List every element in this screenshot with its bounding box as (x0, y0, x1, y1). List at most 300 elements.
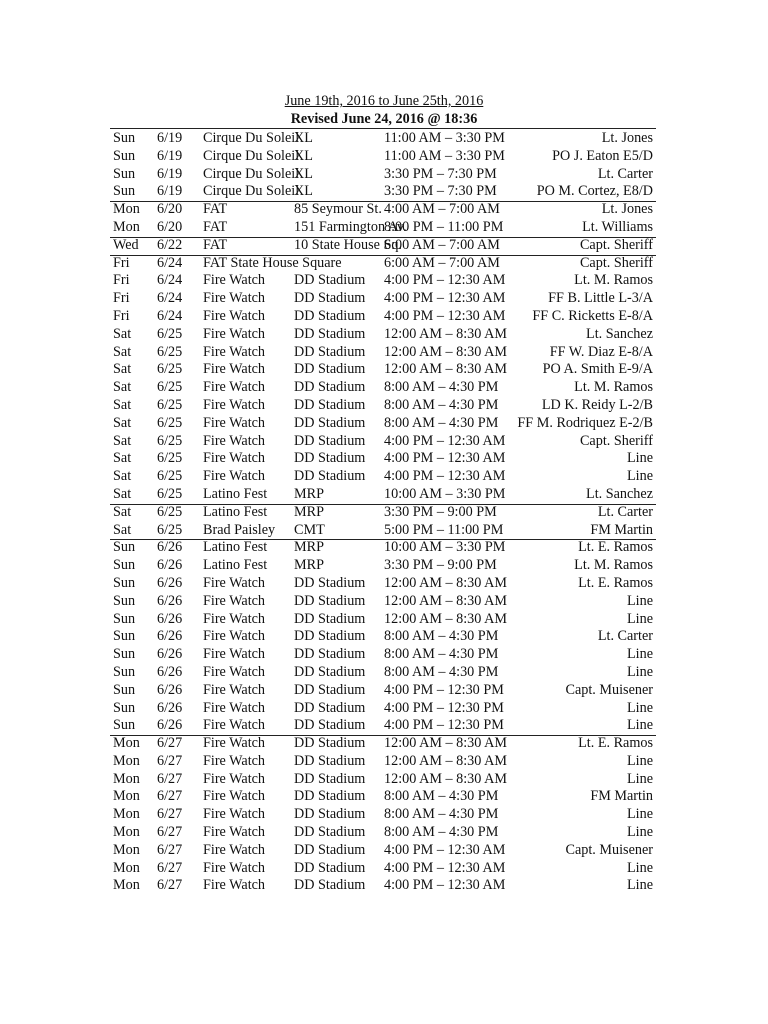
cell-date: 6/25 (157, 343, 183, 360)
cell-time: 4:00 PM – 12:30 PM (384, 717, 504, 734)
cell-date: 6/20 (157, 201, 183, 218)
cell-loc: 85 Seymour St. (294, 201, 382, 218)
cell-time: 4:00 PM – 12:30 AM (384, 307, 506, 324)
cell-event: Cirque Du Soleil (203, 165, 300, 182)
cell-date: 6/24 (157, 290, 183, 307)
cell-loc: DD Stadium (294, 681, 366, 698)
cell-date: 6/26 (157, 663, 183, 680)
cell-staff: Line (627, 610, 653, 627)
cell-time: 4:00 PM – 12:30 AM (384, 450, 506, 467)
cell-staff: FM Martin (590, 788, 653, 805)
cell-staff: Line (627, 699, 653, 716)
cell-loc: XL (294, 130, 313, 146)
cell-date: 6/27 (157, 859, 183, 876)
cell-event: Fire Watch (203, 468, 266, 485)
cell-date: 6/26 (157, 574, 183, 591)
cell-event: Fire Watch (203, 396, 266, 413)
cell-event: Fire Watch (203, 592, 266, 609)
cell-loc: DD Stadium (294, 646, 366, 663)
cell-loc: DD Stadium (294, 361, 366, 378)
schedule-row (0, 611, 768, 629)
cell-day: Sun (113, 130, 136, 146)
schedule-row (0, 628, 768, 646)
schedule-row (0, 700, 768, 718)
cell-loc: DD Stadium (294, 806, 366, 823)
cell-loc: XL (294, 147, 313, 164)
cell-staff: FM Martin (590, 521, 653, 538)
cell-time: 12:00 AM – 8:30 AM (384, 325, 507, 342)
cell-time: 8:00 AM – 4:30 PM (384, 379, 499, 396)
cell-date: 6/26 (157, 717, 183, 734)
schedule-row (0, 379, 768, 397)
schedule-row (0, 308, 768, 326)
cell-time: 10:00 AM – 3:30 PM (384, 539, 506, 556)
cell-loc: MRP (294, 485, 324, 502)
cell-loc: DD Stadium (294, 450, 366, 467)
cell-event: FAT (203, 201, 228, 218)
cell-loc: XL (294, 183, 313, 200)
schedule-row (0, 646, 768, 664)
cell-day: Sat (113, 432, 132, 449)
cell-event: Latino Fest (203, 485, 268, 502)
cell-date: 6/22 (157, 236, 183, 253)
cell-event: FAT (203, 236, 228, 253)
cell-staff: PO M. Cortez, E8/D (536, 183, 653, 200)
cell-time: 6:00 AM – 7:00 AM (384, 236, 500, 253)
schedule-row (0, 682, 768, 700)
schedule-row (0, 468, 768, 486)
cell-day: Mon (113, 877, 140, 894)
cell-time: 4:00 AM – 7:00 AM (384, 201, 500, 218)
cell-date: 6/27 (157, 824, 183, 841)
cell-time: 4:00 PM – 12:30 PM (384, 681, 504, 698)
cell-event: Fire Watch (203, 414, 266, 431)
cell-date: 6/26 (157, 646, 183, 663)
cell-staff: Lt. Sanchez (586, 325, 653, 342)
schedule-row (0, 486, 768, 504)
cell-staff: Line (627, 663, 653, 680)
cell-date: 6/27 (157, 735, 183, 752)
cell-event: Fire Watch (203, 290, 266, 307)
cell-day: Sun (113, 646, 136, 663)
cell-day: Sat (113, 468, 132, 485)
cell-date: 6/27 (157, 806, 183, 823)
schedule-row (0, 522, 768, 540)
schedule-date-range: June 19th, 2016 to June 25th, 2016 (284, 93, 484, 109)
cell-day: Fri (113, 290, 130, 307)
schedule-row (0, 433, 768, 451)
cell-staff: Capt. Sheriff (579, 236, 653, 253)
cell-loc: DD Stadium (294, 752, 366, 769)
cell-event: Fire Watch (203, 806, 266, 823)
cell-event: FAT (203, 218, 228, 235)
schedule-row (0, 842, 768, 860)
cell-day: Mon (113, 841, 140, 858)
cell-time: 3:30 PM – 7:30 PM (384, 183, 497, 200)
cell-day: Sun (113, 147, 136, 164)
schedule-row (0, 344, 768, 362)
cell-staff: Line (627, 646, 653, 663)
cell-day: Wed (113, 236, 139, 253)
schedule-row (0, 860, 768, 878)
cell-date: 6/25 (157, 521, 183, 538)
cell-event: Fire Watch (203, 788, 266, 805)
schedule-row (0, 788, 768, 806)
schedule-row (0, 539, 768, 557)
cell-time: 5:00 PM – 11:00 PM (384, 521, 504, 538)
cell-time: 8:00 AM – 4:30 PM (384, 396, 499, 413)
schedule-row (0, 397, 768, 415)
cell-time: 4:00 PM – 12:30 PM (384, 699, 504, 716)
cell-date: 6/25 (157, 325, 183, 342)
cell-staff: Lt. Carter (597, 503, 653, 520)
cell-time: 8:00 AM – 4:30 PM (384, 628, 499, 645)
cell-date: 6/19 (157, 183, 183, 200)
cell-staff: Lt. E. Ramos (578, 735, 653, 752)
cell-date: 6/26 (157, 539, 183, 556)
cell-day: Sun (113, 557, 136, 574)
cell-staff: Lt. M. Ramos (574, 272, 653, 289)
cell-loc: DD Stadium (294, 841, 366, 858)
cell-loc: DD Stadium (294, 877, 366, 894)
cell-time: 4:00 PM – 12:30 AM (384, 290, 506, 307)
cell-event: Fire Watch (203, 450, 266, 467)
cell-day: Sat (113, 396, 132, 413)
cell-loc: DD Stadium (294, 788, 366, 805)
cell-loc: DD Stadium (294, 610, 366, 627)
cell-day: Sat (113, 414, 132, 431)
cell-date: 6/25 (157, 485, 183, 502)
cell-staff: Lt. Carter (597, 628, 653, 645)
cell-staff: PO J. Eaton E5/D (552, 147, 653, 164)
cell-event: Fire Watch (203, 859, 266, 876)
cell-loc: MRP (294, 539, 324, 556)
cell-event: Fire Watch (203, 770, 266, 787)
schedule-row (0, 130, 768, 148)
cell-date: 6/24 (157, 307, 183, 324)
cell-day: Sun (113, 628, 136, 645)
cell-time: 4:00 PM – 12:30 AM (384, 468, 506, 485)
cell-date: 6/26 (157, 681, 183, 698)
cell-staff: Line (627, 824, 653, 841)
cell-loc: DD Stadium (294, 663, 366, 680)
cell-event: Fire Watch (203, 824, 266, 841)
cell-day: Sun (113, 574, 136, 591)
cell-event: Fire Watch (203, 379, 266, 396)
schedule-row (0, 219, 768, 237)
cell-event: Fire Watch (203, 841, 266, 858)
cell-staff: Capt. Muisener (565, 681, 653, 698)
cell-date: 6/26 (157, 699, 183, 716)
cell-time: 12:00 AM – 8:30 AM (384, 592, 507, 609)
cell-date: 6/27 (157, 752, 183, 769)
cell-loc: DD Stadium (294, 432, 366, 449)
cell-day: Fri (113, 307, 130, 324)
cell-day: Mon (113, 735, 140, 752)
cell-time: 8:00 AM – 4:30 PM (384, 788, 499, 805)
cell-event: Fire Watch (203, 752, 266, 769)
cell-day: Mon (113, 788, 140, 805)
cell-loc: DD Stadium (294, 628, 366, 645)
cell-loc: DD Stadium (294, 343, 366, 360)
cell-event: FAT State House Square (203, 254, 342, 271)
cell-day: Fri (113, 272, 130, 289)
cell-time: 12:00 AM – 8:30 AM (384, 752, 507, 769)
schedule-row (0, 735, 768, 753)
cell-date: 6/26 (157, 557, 183, 574)
cell-date: 6/19 (157, 130, 183, 146)
schedule-row (0, 450, 768, 468)
cell-time: 8:00 AM – 4:30 PM (384, 414, 499, 431)
schedule-row (0, 272, 768, 290)
cell-event: Cirque Du Soleil (203, 183, 300, 200)
cell-date: 6/25 (157, 503, 183, 520)
cell-time: 4:00 PM – 12:30 AM (384, 877, 506, 894)
cell-event: Fire Watch (203, 628, 266, 645)
schedule-row (0, 504, 768, 522)
cell-day: Sat (113, 450, 132, 467)
cell-staff: Capt. Muisener (565, 841, 653, 858)
cell-staff: Capt. Sheriff (579, 432, 653, 449)
cell-loc: 10 State House Sq. (294, 236, 402, 253)
cell-day: Sun (113, 592, 136, 609)
cell-date: 6/27 (157, 877, 183, 894)
revision-stamp: Revised June 24, 2016 @ 18:36 (290, 111, 478, 127)
cell-day: Mon (113, 806, 140, 823)
cell-day: Mon (113, 218, 140, 235)
cell-loc: DD Stadium (294, 592, 366, 609)
cell-date: 6/26 (157, 628, 183, 645)
cell-day: Mon (113, 752, 140, 769)
cell-date: 6/25 (157, 450, 183, 467)
cell-event: Fire Watch (203, 877, 266, 894)
cell-staff: Line (627, 877, 653, 894)
cell-event: Brad Paisley (203, 521, 276, 538)
cell-loc: DD Stadium (294, 290, 366, 307)
cell-date: 6/24 (157, 272, 183, 289)
cell-event: Fire Watch (203, 343, 266, 360)
cell-loc: DD Stadium (294, 414, 366, 431)
schedule-row (0, 201, 768, 219)
cell-date: 6/27 (157, 841, 183, 858)
cell-staff: Lt. E. Ramos (578, 539, 653, 556)
cell-event: Fire Watch (203, 272, 266, 289)
cell-staff: Line (627, 770, 653, 787)
cell-day: Sun (113, 681, 136, 698)
cell-time: 3:30 PM – 9:00 PM (384, 503, 497, 520)
cell-event: Fire Watch (203, 735, 266, 752)
cell-day: Sun (113, 717, 136, 734)
cell-date: 6/25 (157, 361, 183, 378)
cell-loc: DD Stadium (294, 824, 366, 841)
cell-staff: PO A. Smith E-9/A (542, 361, 653, 378)
cell-date: 6/26 (157, 610, 183, 627)
schedule-row (0, 326, 768, 344)
cell-staff: Capt. Sheriff (579, 254, 653, 271)
cell-day: Sat (113, 503, 132, 520)
cell-event: Cirque Du Soleil (203, 130, 300, 146)
cell-loc: DD Stadium (294, 699, 366, 716)
schedule-row (0, 877, 768, 895)
cell-loc: DD Stadium (294, 859, 366, 876)
cell-event: Fire Watch (203, 361, 266, 378)
schedule-row (0, 593, 768, 611)
cell-day: Sun (113, 699, 136, 716)
schedule-row (0, 290, 768, 308)
cell-day: Fri (113, 254, 130, 271)
schedule-row (0, 664, 768, 682)
cell-event: Fire Watch (203, 699, 266, 716)
schedule-row (0, 806, 768, 824)
cell-loc: 151 Farmington Av. (294, 218, 407, 235)
schedule-row (0, 824, 768, 842)
cell-day: Mon (113, 770, 140, 787)
cell-loc: XL (294, 165, 313, 182)
cell-staff: FF B. Little L-3/A (548, 290, 653, 307)
cell-event: Fire Watch (203, 610, 266, 627)
cell-date: 6/25 (157, 468, 183, 485)
schedule-row (0, 771, 768, 789)
cell-staff: Lt. M. Ramos (574, 379, 653, 396)
cell-event: Fire Watch (203, 432, 266, 449)
schedule-row (0, 148, 768, 166)
cell-staff: FF C. Ricketts E-8/A (532, 307, 653, 324)
cell-day: Mon (113, 824, 140, 841)
cell-time: 8:00 AM – 4:30 PM (384, 663, 499, 680)
cell-date: 6/19 (157, 147, 183, 164)
cell-time: 12:00 AM – 8:30 AM (384, 735, 507, 752)
cell-staff: Lt. Carter (597, 165, 653, 182)
cell-loc: DD Stadium (294, 272, 366, 289)
cell-time: 12:00 AM – 8:30 AM (384, 361, 507, 378)
cell-day: Sun (113, 610, 136, 627)
cell-day: Sat (113, 361, 132, 378)
cell-staff: Line (627, 806, 653, 823)
cell-loc: MRP (294, 557, 324, 574)
cell-day: Sun (113, 539, 136, 556)
cell-loc: DD Stadium (294, 574, 366, 591)
cell-staff: Line (627, 752, 653, 769)
cell-event: Fire Watch (203, 646, 266, 663)
cell-time: 12:00 AM – 8:30 AM (384, 343, 507, 360)
cell-time: 8:00 AM – 4:30 PM (384, 824, 499, 841)
cell-day: Mon (113, 859, 140, 876)
cell-time: 4:00 PM – 12:30 AM (384, 272, 506, 289)
cell-staff: Lt. Jones (601, 201, 653, 218)
cell-staff: Lt. Sanchez (586, 485, 653, 502)
cell-day: Sat (113, 343, 132, 360)
cell-event: Fire Watch (203, 663, 266, 680)
cell-time: 10:00 AM – 3:30 PM (384, 485, 506, 502)
cell-staff: Line (627, 592, 653, 609)
cell-staff: Lt. Jones (601, 130, 653, 146)
cell-day: Sun (113, 663, 136, 680)
cell-day: Sat (113, 521, 132, 538)
cell-loc: DD Stadium (294, 325, 366, 342)
cell-staff: FF M. Rodriquez E-2/B (517, 414, 653, 431)
cell-time: 4:00 PM – 12:30 AM (384, 841, 506, 858)
cell-time: 12:00 AM – 8:30 AM (384, 610, 507, 627)
cell-day: Sat (113, 379, 132, 396)
cell-time: 11:00 AM – 3:30 PM (384, 130, 505, 146)
cell-staff: FF W. Diaz E-8/A (549, 343, 653, 360)
cell-event: Latino Fest (203, 503, 268, 520)
schedule-row (0, 361, 768, 379)
cell-staff: Line (627, 717, 653, 734)
cell-day: Sun (113, 165, 136, 182)
schedule-row (0, 557, 768, 575)
cell-event: Fire Watch (203, 574, 266, 591)
cell-loc: DD Stadium (294, 770, 366, 787)
cell-loc: DD Stadium (294, 396, 366, 413)
cell-event: Fire Watch (203, 325, 266, 342)
cell-loc: CMT (294, 521, 325, 538)
cell-loc: DD Stadium (294, 468, 366, 485)
cell-day: Mon (113, 201, 140, 218)
cell-date: 6/26 (157, 592, 183, 609)
cell-time: 8:00 AM – 4:30 PM (384, 646, 499, 663)
cell-event: Latino Fest (203, 539, 268, 556)
cell-event: Cirque Du Soleil (203, 147, 300, 164)
cell-day: Sat (113, 325, 132, 342)
cell-staff: Line (627, 450, 653, 467)
cell-date: 6/25 (157, 414, 183, 431)
schedule-row (0, 237, 768, 255)
cell-loc: DD Stadium (294, 735, 366, 752)
schedule-table (0, 130, 768, 895)
schedule-row (0, 415, 768, 433)
cell-staff: Line (627, 859, 653, 876)
cell-event: Fire Watch (203, 717, 266, 734)
cell-date: 6/25 (157, 396, 183, 413)
cell-time: 3:30 PM – 7:30 PM (384, 165, 497, 182)
cell-time: 6:00 AM – 7:00 AM (384, 254, 500, 271)
cell-staff: LD K. Reidy L-2/B (541, 396, 653, 413)
cell-time: 8:00 AM – 4:30 PM (384, 806, 499, 823)
schedule-row (0, 575, 768, 593)
schedule-row (0, 183, 768, 201)
cell-loc: DD Stadium (294, 379, 366, 396)
cell-time: 3:30 PM – 9:00 PM (384, 557, 497, 574)
cell-day: Sun (113, 183, 136, 200)
cell-time: 4:00 PM – 12:30 AM (384, 859, 506, 876)
cell-loc: MRP (294, 503, 324, 520)
cell-loc: DD Stadium (294, 307, 366, 324)
cell-staff: Line (627, 468, 653, 485)
cell-event: Fire Watch (203, 307, 266, 324)
cell-date: 6/24 (157, 254, 183, 271)
cell-date: 6/25 (157, 379, 183, 396)
schedule-row (0, 255, 768, 273)
cell-day: Sat (113, 485, 132, 502)
cell-event: Latino Fest (203, 557, 268, 574)
cell-staff: Lt. E. Ramos (578, 574, 653, 591)
cell-staff: Lt. M. Ramos (574, 557, 653, 574)
cell-event: Fire Watch (203, 681, 266, 698)
cell-time: 11:00 AM – 3:30 PM (384, 147, 505, 164)
cell-date: 6/25 (157, 432, 183, 449)
cell-time: 8:00 PM – 11:00 PM (384, 218, 504, 235)
cell-date: 6/27 (157, 788, 183, 805)
schedule-row (0, 717, 768, 735)
schedule-row (0, 753, 768, 771)
cell-time: 4:00 PM – 12:30 AM (384, 432, 506, 449)
schedule-row (0, 166, 768, 184)
cell-time: 12:00 AM – 8:30 AM (384, 770, 507, 787)
cell-time: 12:00 AM – 8:30 AM (384, 574, 507, 591)
cell-staff: Lt. Williams (582, 218, 653, 235)
cell-date: 6/27 (157, 770, 183, 787)
